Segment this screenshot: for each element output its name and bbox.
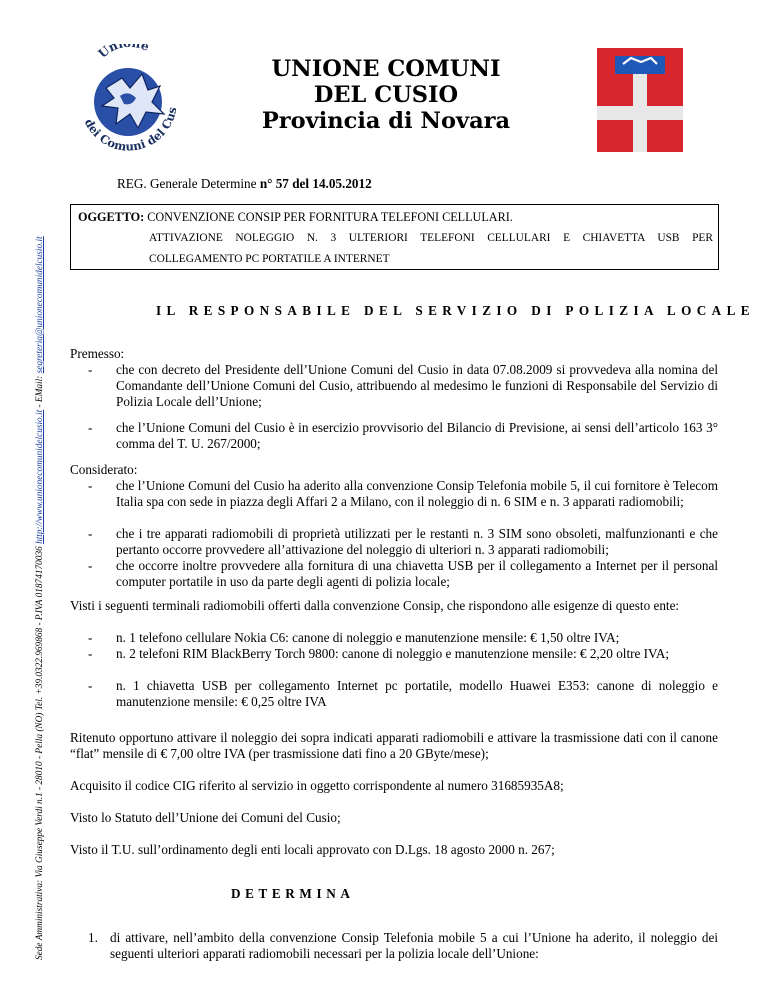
point-number: 1. <box>88 930 98 945</box>
subject-label: OGGETTO: <box>78 210 145 224</box>
point-text: di attivare, nell’ambito della convenzione Consip Telefonia mobile 5 a cui l’Unione ha aderito, il noleggio dei seguenti ulteriori apparati radiomobili necessari per la polizia locale dell’Unione: <box>110 930 718 961</box>
subject-line-2: ATTIVAZIONE NOLEGGIO N. 3 ULTERIORI TELEFONI CELLULARI E CHIAVETTA USB PER <box>149 232 713 244</box>
address-text: Sede Amministrativa: Via Giuseppe Verdi n.1 - 28010 - Pella (NO) Tel. +39.0322.969868 - P.IVA 01874170036 <box>35 546 45 960</box>
visto-tu-paragraph: Visto il T.U. sull’ordinamento degli enti locali approvato con D.Lgs. 18 agosto 2000 n. 267; <box>70 842 555 857</box>
premesso-item-2: - che l’Unione Comuni del Cusio è in esercizio provvisorio del Bilancio di Previsione, ai sensi dell’articolo 163 3° comma del T. U. 267/2000; <box>70 420 718 452</box>
acquisito-paragraph: Acquisito il codice CIG riferito al servizio in oggetto corrispondente al numero 31685935A8; <box>70 778 564 793</box>
reg-line <box>117 176 372 192</box>
visti-item-1: - n. 1 telefono cellulare Nokia C6: canone di noleggio e manutenzione mensile: € 1,50 oltre IVA; <box>70 630 718 646</box>
subject-line-3: COLLEGAMENTO PC PORTATILE A INTERNET <box>149 253 390 265</box>
website-link[interactable]: http://www.unionecomunidelcusio.it <box>35 409 45 544</box>
email-prefix: - EMail: <box>35 373 45 410</box>
visti-text-3: n. 1 chiavetta USB per collegamento Internet pc portatile, modello Huawei E353: canone di noleggio e manutenzione mensile: € 0,25 oltre IVA <box>116 678 718 709</box>
province-flag <box>597 48 683 152</box>
sidebar-address <box>22 236 45 960</box>
visti-text-1: n. 1 telefono cellulare Nokia C6: canone di noleggio e manutenzione mensile: € 1,50 oltre IVA; <box>116 630 620 645</box>
section-heading: IL RESPONSABILE DEL SERVIZIO DI POLIZIA LOCALE <box>156 303 755 318</box>
svg-text:dei Comuni del Cusio: dei Comuni del Cus <box>81 105 180 152</box>
premesso-item-1: - che con decreto del Presidente dell’Unione Comuni del Cusio in data 07.08.2009 si provvedeva alla nomina del Comandante dell’Unione Comuni del Cusio, attribuendo al medesimo le funzioni di Responsabile del Servizio di Polizia Locale dell’Unione; <box>70 362 718 410</box>
visti-text-2: n. 2 telefoni RIM BlackBerry Torch 9800: canone di noleggio e manutenzione mensile: € 2,20 oltre IVA; <box>116 646 670 661</box>
ritenuto-paragraph: Ritenuto opportuno attivare il noleggio dei sopra indicati apparati radiomobili e attivare la trasmissione dati con il canone “flat” mensile di € 7,00 oltre IVA (per trasmissione dati fino a 20 GByte/mese); <box>70 730 718 761</box>
determina-heading: DETERMINA <box>231 886 355 901</box>
premesso-text-2: che l’Unione Comuni del Cusio è in esercizio provvisorio del Bilancio di Previsione, ai sensi dell’articolo 163 3° comma del T. U. 267/2000; <box>116 420 718 451</box>
subject-line-1 <box>78 209 513 225</box>
email-link[interactable]: segreteria@unionecomunidelcusio.it <box>35 236 45 374</box>
visti-intro: Visti i seguenti terminali radiomobili offerti dalla convenzione Consip, che rispondono alle esigenze di questo ente: <box>70 598 680 613</box>
premesso-text-1: che con decreto del Presidente dell’Unione Comuni del Cusio in data 07.08.2009 si provvedeva alla nomina del Comandante dell’Unione Comuni del Cusio, attribuendo al medesimo le funzioni di Responsabile del Servizio di Polizia Locale dell’Unione; <box>116 362 718 409</box>
title-line-1: UNIONE COMUNI <box>271 56 501 82</box>
reg-number: n° 57 del 14.05.2012 <box>259 176 372 191</box>
considerato-label: Considerato: <box>70 462 138 477</box>
considerato-text-3: che occorre inoltre provvedere alla fornitura di una chiavetta USB per il collegamento a Internet per il personal computer portatile in uso da parte degli agenti di polizia locale; <box>116 558 718 589</box>
considerato-item-2: - che i tre apparati radiomobili di proprietà utilizzati per le restanti n. 3 SIM sono obsoleti, malfunzionanti e che pertanto occorre provvedere all’attivazione del noleggio di ulteriori n. 3 apparati radiomobili; <box>70 526 718 558</box>
svg-text:Unione: Un e <box>95 44 152 61</box>
reg-label: REG. Generale Determine <box>117 176 260 191</box>
union-logo <box>76 44 182 152</box>
visti-item-3: - n. 1 chiavetta USB per collegamento Internet pc portatile, modello Huawei E353: canone di noleggio e manutenzione mensile: € 0,25 oltre IVA <box>70 678 718 710</box>
considerato-text-1: che l’Unione Comuni del Cusio ha aderito alla convenzione Consip Telefonia mobile 5, il cui fornitore è Telecom Italia spa con sede in piazza degli Affari 2 a Milano, con il noleggio di n. 6 SIM e n. 3 apparati radiomobili; <box>116 478 718 509</box>
title-line-2: DEL CUSIO <box>313 82 459 108</box>
considerato-item-1: - che l’Unione Comuni del Cusio ha aderito alla convenzione Consip Telefonia mobile 5, il cui fornitore è Telecom Italia spa con sede in piazza degli Affari 2 a Milano, con il noleggio di n. 6 SIM e n. 3 apparati radiomobili; <box>70 478 718 510</box>
determina-point-1 <box>88 930 718 962</box>
subject-text-1: CONVENZIONE CONSIP PER FORNITURA TELEFONI CELLULARI. <box>144 210 513 224</box>
visti-item-2: - n. 2 telefoni RIM BlackBerry Torch 9800: canone di noleggio e manutenzione mensile: € 2,20 oltre IVA; <box>70 646 718 662</box>
considerato-item-3: - che occorre inoltre provvedere alla fornitura di una chiavetta USB per il collegamento a Internet per il personal computer portatile in uso da parte degli agenti di polizia locale; <box>70 558 718 590</box>
title-line-3: Provincia di Novara <box>261 108 511 134</box>
premesso-label: Premesso: <box>70 346 125 361</box>
visto-statuto-paragraph: Visto lo Statuto dell’Unione dei Comuni del Cusio; <box>70 810 341 825</box>
considerato-text-2: che i tre apparati radiomobili di proprietà utilizzati per le restanti n. 3 SIM sono obsoleti, malfunzionanti e che pertanto occorre provvedere all’attivazione del noleggio di ulteriori n. 3 apparati radiomobili; <box>116 526 718 557</box>
